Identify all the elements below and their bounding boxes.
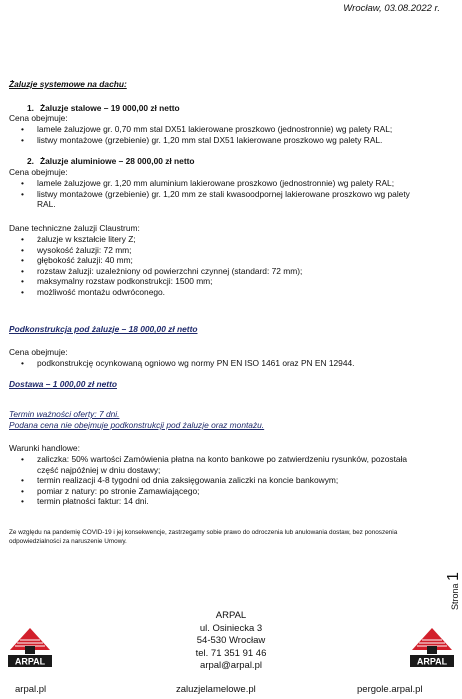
- list-item: • możliwość montażu odwróconego.: [21, 286, 166, 297]
- item2-includes-label: Cena obejmuje:: [9, 167, 68, 177]
- list-item: • maksymalny rozstaw podkonstrukcji: 1500 mm;: [21, 276, 213, 287]
- list-item: • lamele żaluzjowe gr. 1,20 mm aluminium lakierowane proszkowo (jednostronnie) wg palety RAL;: [21, 178, 395, 188]
- list-item: • pomiar z natury: po stronie Zamawiającego;: [21, 485, 200, 496]
- list-item-continuation: część najpóźniej w dniu dostawy;: [37, 464, 161, 475]
- bullet-icon: •: [21, 286, 24, 297]
- item1-title: Żaluzje stalowe – 19 000,00 zł netto: [40, 103, 180, 113]
- tech-bullet-list: [9, 234, 302, 298]
- price-exclusion-note: Podana cena nie obejmuje podkonstrukcji pod żaluzje oraz montażu.: [9, 420, 265, 430]
- delivery-title: Dostawa – 1 000,00 zł netto: [9, 379, 117, 389]
- item1-includes-label: Cena obejmuje:: [9, 113, 68, 123]
- bullet-icon: •: [21, 134, 24, 145]
- offer-validity: Termin ważności oferty: 7 dni.: [9, 409, 120, 419]
- covid-disclaimer: Ze względu na pandemię COVID-19 i jej konsekwencje, zastrzegamy sobie prawo do odroczenia lub anulowania dostaw, bez ponoszenia odpowiedzialności za naruszenie Umowy.: [9, 529, 398, 545]
- footer-city: 54-530 Wrocław: [196, 635, 266, 646]
- footer-company: ARPAL: [215, 610, 247, 621]
- substructure-bullet-list: [9, 358, 355, 369]
- footer-street: ul. Osiniecka 3: [199, 622, 263, 634]
- item2-title: Żaluzje aluminiowe – 28 000,00 zł netto: [40, 156, 195, 166]
- list-item: • termin płatności faktur: 14 dni.: [21, 496, 149, 507]
- bullet-icon: •: [21, 475, 24, 486]
- footer-link-arpal[interactable]: arpal.pl: [15, 684, 47, 695]
- tech-data-label: Dane techniczne żaluzji Claustrum:: [9, 223, 140, 233]
- list-item: • wysokość żaluzji: 72 mm;: [21, 244, 132, 255]
- list-item: • zaliczka: 50% wartości Zamówienia płatna na konto bankowe po zatwierdzeniu rysunków, pozostała: [21, 454, 408, 464]
- section-title-roof-louvers: Żaluzje systemowe na dachu:: [9, 79, 127, 89]
- svg-text:ARPAL: ARPAL: [14, 656, 46, 667]
- substructure-includes-label: Cena obejmuje:: [9, 347, 68, 357]
- list-item: • listwy montażowe (grzebienie) gr. 1,20 mm stal DX51 lakierowane proszkowo wg palety RAL.: [21, 134, 383, 145]
- item2-bullet-list: [9, 178, 410, 210]
- bullet-icon: •: [21, 265, 24, 276]
- terms-bullet-list: [9, 454, 407, 507]
- bullet-icon: •: [21, 244, 24, 255]
- page-number-value: 1: [445, 572, 462, 581]
- bullet-icon: •: [21, 178, 24, 188]
- list-item: • termin realizacji 4-8 tygodni od dnia zaksięgowania zaliczki na koncie bankowym;: [21, 475, 339, 486]
- bullet-icon: •: [21, 124, 24, 134]
- substructure-title: Podkonstrukcja pod żaluzje – 18 000,00 zł netto: [9, 324, 198, 334]
- svg-text:ARPAL: ARPAL: [416, 656, 448, 667]
- list-item: • listwy montażowe (grzebienie) gr. 1,20 mm ze stali kwasoodpornej lakierowane proszkowo wg palety: [21, 188, 410, 199]
- list-item: • żaluzje w kształcie litery Z;: [21, 234, 136, 244]
- footer-phone: tel. 71 351 91 46: [195, 647, 267, 659]
- item1-number: 1.: [27, 103, 34, 113]
- footer-link-pergole[interactable]: pergole.arpal.pl: [357, 684, 423, 695]
- terms-label: Warunki handlowe:: [9, 443, 80, 453]
- bullet-icon: •: [21, 496, 24, 507]
- list-item: • lamele żaluzjowe gr. 0,70 mm stal DX51 lakierowane proszkowo (jednostronnie) wg palety RAL;: [21, 124, 393, 134]
- footer-link-zaluzjelamelowe[interactable]: zaluzjelamelowe.pl: [176, 684, 256, 695]
- list-item: • głębokość żaluzji: 40 mm;: [21, 255, 133, 266]
- bullet-icon: •: [21, 276, 24, 287]
- document-date: Wrocław, 03.08.2022 r.: [343, 3, 440, 14]
- item2-number: 2.: [27, 156, 34, 166]
- footer-email[interactable]: arpal@arpal.pl: [200, 660, 262, 671]
- page-label: Strona: [450, 583, 460, 610]
- list-item-continuation: RAL.: [37, 199, 56, 210]
- footer-address: [0, 610, 462, 673]
- bullet-icon: •: [21, 454, 24, 464]
- bullet-icon: •: [21, 485, 24, 496]
- bullet-icon: •: [21, 188, 24, 199]
- page-number: [445, 572, 462, 610]
- item1-bullet-list: [9, 124, 392, 145]
- bullet-icon: •: [21, 255, 24, 266]
- list-item: • rozstaw żaluzji: uzależniony od powierzchni czynnej (standard: 72 mm);: [21, 265, 303, 276]
- list-item: • podkonstrukcję ocynkowaną ogniowo wg normy PN EN ISO 1461 oraz PN EN 12944.: [21, 358, 355, 368]
- bullet-icon: •: [21, 358, 24, 368]
- bullet-icon: •: [21, 234, 24, 244]
